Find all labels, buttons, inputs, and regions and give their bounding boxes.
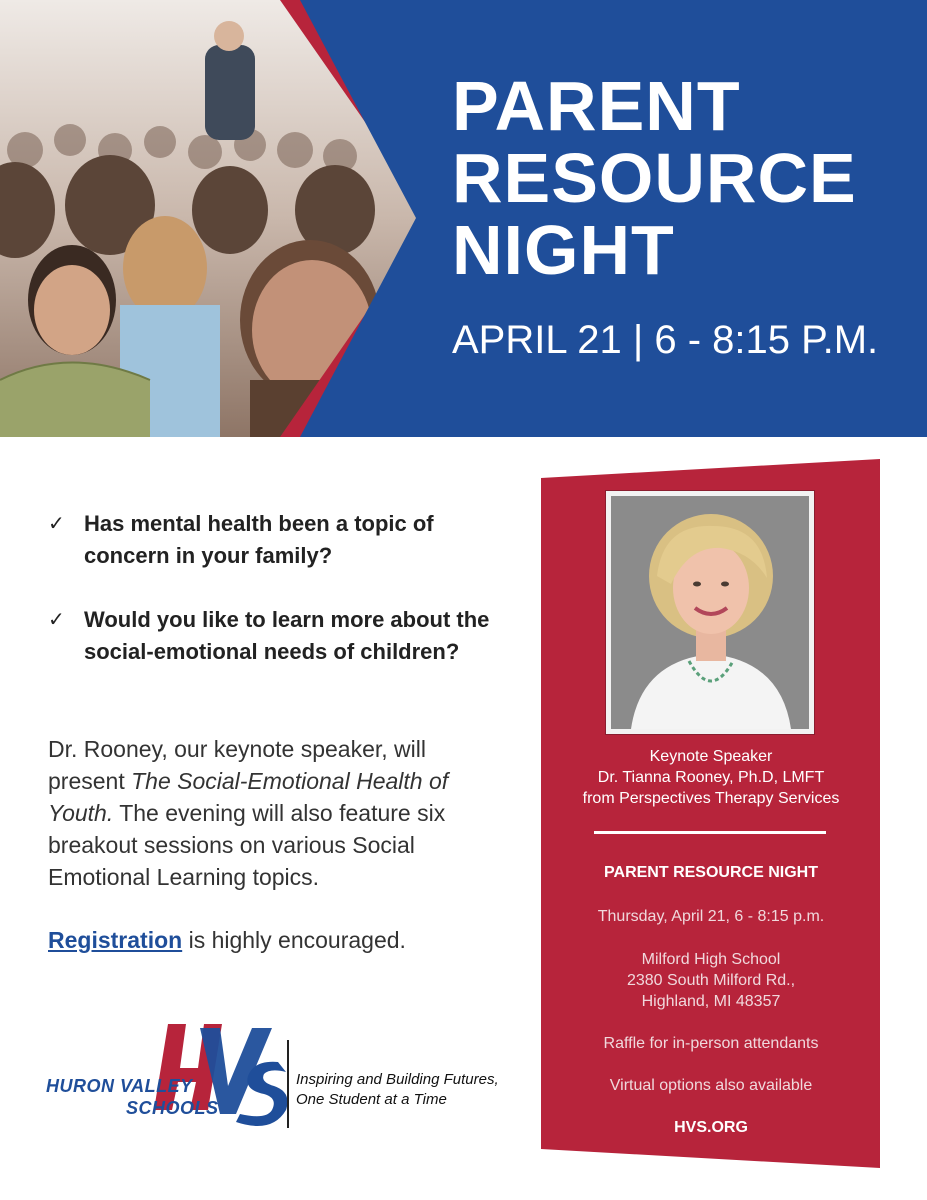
description-intro: Dr. Rooney, our keynote speaker, will present xyxy=(48,736,426,794)
description-details: The evening will also feature six breakout sessions on various Social Emotional Learning topics. xyxy=(48,800,446,890)
tagline-line-1: Inspiring and Building Futures, xyxy=(296,1071,499,1088)
speaker-photo-frame xyxy=(605,490,815,735)
question-text: Would you like to learn more about the social-emotional needs of children? xyxy=(84,607,490,664)
title-line-night: NIGHT xyxy=(452,211,675,289)
talk-title: The Social-Emotional Health of Youth. xyxy=(48,768,449,826)
speaker-photo xyxy=(611,496,809,729)
raffle-note: Raffle for in-person attendants xyxy=(603,1035,819,1052)
panel-event-title: PARENT RESOURCE NIGHT xyxy=(604,864,818,881)
virtual-note: Virtual options also available xyxy=(609,1077,813,1094)
website-link[interactable]: HVS.ORG xyxy=(674,1119,748,1136)
speaker-portrait-icon xyxy=(611,496,809,729)
panel-event-date: Thursday, April 21, 6 - 8:15 p.m. xyxy=(597,908,825,925)
registration-text: is highly encouraged. xyxy=(182,927,406,953)
venue-address xyxy=(541,949,881,1012)
speaker-organization: from Perspectives Therapy Services xyxy=(582,790,840,807)
panel-divider xyxy=(594,831,826,834)
logo-text-schools: SCHOOLS xyxy=(126,1098,219,1118)
logo-text-huron-valley: HURON VALLEY xyxy=(46,1076,193,1096)
checkmark-icon: ✓ xyxy=(48,609,65,631)
title-line-resource: RESOURCE xyxy=(452,139,857,217)
venue-city: Highland, MI 48357 xyxy=(641,993,781,1010)
venue-name: Milford High School xyxy=(641,951,781,968)
venue-street: 2380 South Milford Rd., xyxy=(626,972,796,989)
speaker-role: Keynote Speaker xyxy=(649,748,773,765)
checkmark-icon: ✓ xyxy=(48,513,65,535)
tagline-line-2: One Student at a Time xyxy=(296,1091,447,1108)
speaker-info xyxy=(541,746,881,809)
question-text: Has mental health been a topic of concern in your family? xyxy=(84,511,434,568)
speaker-name: Dr. Tianna Rooney, Ph.D, LMFT xyxy=(597,769,825,786)
title-line-parent: PARENT xyxy=(452,67,741,145)
event-date-time: APRIL 21 | 6 - 8:15 P.M. xyxy=(452,318,879,362)
registration-link[interactable]: Registration xyxy=(48,927,183,953)
